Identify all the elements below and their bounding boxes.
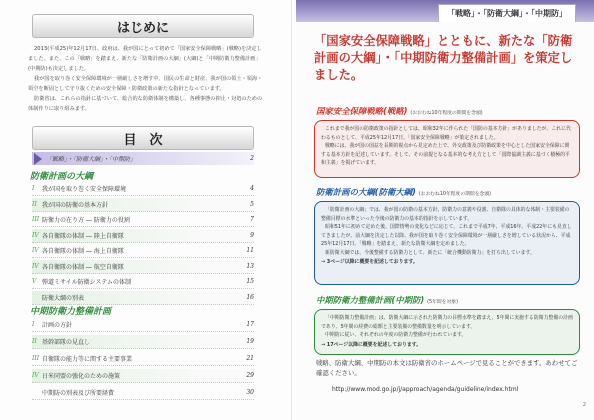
- toc-item-title: 計画の方針: [42, 322, 73, 329]
- flag-icon: [34, 153, 42, 165]
- section-title-guidelines: [316, 186, 491, 198]
- toc-section-title: 中期防衛力整備計画: [30, 307, 112, 317]
- toc-item-title: 各自衛隊の体制 ― 海上自衛隊: [42, 248, 124, 255]
- toc-item-page: 11: [246, 247, 254, 254]
- strategy-box: [314, 120, 580, 178]
- toc-item[interactable]: [32, 213, 254, 227]
- section-title-midterm: [316, 294, 458, 306]
- toc-item[interactable]: [32, 244, 254, 258]
- toc-item-page: 19: [246, 338, 254, 345]
- section-title-strategy: [316, 105, 483, 117]
- toc-item-page: 7: [250, 216, 254, 223]
- toc-item-strategy[interactable]: [32, 152, 254, 165]
- toc-item-number: II: [32, 338, 37, 345]
- right-page: [296, 0, 594, 420]
- section-title-text: 国家安全保障戦略(戦略): [316, 106, 408, 116]
- toc-item[interactable]: [32, 260, 254, 274]
- footer-url[interactable]: http://www.mod.go.jp/j/approach/agenda/guideline/index.html: [332, 386, 519, 393]
- toc-item-number: IV: [32, 247, 39, 254]
- toc-item-title: 防衛大綱の別表: [42, 294, 85, 302]
- midterm-box: [314, 309, 580, 355]
- section-note: (おおむね10年程度の期間を念頭): [418, 192, 491, 197]
- toc-item-title: 中期防の別表及び所要経費: [42, 390, 115, 397]
- toc-item[interactable]: [32, 318, 254, 332]
- toc-item[interactable]: [32, 352, 254, 366]
- toc-item[interactable]: [32, 229, 254, 243]
- box-paragraph: 「防衛計画の大綱」では、我が国の防衛の基本方針、防衛力の意義や役割、自衛隊の具体的な体制・主要装備の整備目標の水準といった今後の防衛力の基本的指針を示しています。: [321, 207, 570, 222]
- toc-item-page: 16: [246, 293, 254, 301]
- toc-item-title: 弾道ミサイル防衛システムの体制: [42, 279, 131, 286]
- toc-item-page: 29: [246, 372, 254, 379]
- toc-item-page: 17: [246, 321, 254, 328]
- toc-heading: 目 次: [32, 126, 254, 150]
- toc-item-page: 21: [246, 355, 254, 362]
- headline: 「国家安全保障戦略」とともに、新たな「防衛計画の大綱」・「中期防衛力整備計画」を策定しました。: [314, 33, 573, 82]
- toc-item-page: 9: [250, 231, 254, 239]
- intro-text: [28, 44, 264, 114]
- toc-item-title: 「戦略」・「防衛大綱」・「中期防」: [46, 156, 137, 163]
- toc-item-page: 15: [246, 278, 254, 285]
- box-paragraph: 「中期防衛力整備計画」は、防衛大綱に示された防衛力の目標水準を踏まえ、5年間に実施する防衛力整備の計画であり、5年間の経費の総額と主要装備の整備数量を明示しています。: [321, 315, 573, 330]
- toc-item[interactable]: [32, 275, 254, 289]
- toc-section-title: 防衛計画の大綱: [30, 172, 94, 182]
- toc-item-title: 我が国を取り巻く安全保障環境: [42, 186, 127, 193]
- toc-item[interactable]: [32, 386, 254, 400]
- intro-heading: はじめに: [32, 14, 254, 38]
- section-title-text: 防衛計画の大綱(防衛大綱): [316, 187, 416, 197]
- toc-item-number: III: [32, 355, 40, 362]
- box-arrow-note: → 17ページ以降に概要を記述しております。: [321, 341, 422, 348]
- box-paragraph: 新防衛大綱では、今後整備する防衛力として、新たに「統合機動防衛力」を打ち出しています。: [325, 249, 535, 256]
- header-tab: 「戦略」・「防衛大綱」・「中期防」: [438, 4, 576, 22]
- footer-text: 戦略、防衛大綱、中期防の本文は防衛省のホームページで見ることができます。あわせてご確認ください。: [316, 359, 578, 377]
- toc-item-number: III: [32, 216, 40, 223]
- toc-item-page: 4: [250, 185, 254, 192]
- intro-paragraph: 防衛省は、これらの指針に基づいて、総合的な防衛体制を構築し、各種事態の抑止・対処のための体制作りに取り組みます。: [28, 96, 263, 112]
- intro-paragraph: 2013(平成25)年12月17日、政府は、我が国にとって初めて「国家安全保障戦略」(戦略)を決定しました。また、この「戦略」を踏まえ、新たな「防衛計画の大綱」(大綱)と「中期防衛力整備計画」(中期防)も決定しました。: [28, 46, 262, 72]
- toc-item-page: 5: [250, 200, 254, 208]
- section-note: (おおむね10年程度の期間を念頭): [410, 111, 483, 116]
- toc-item-page: 2: [250, 155, 254, 162]
- toc-item-title: 各自衛隊の体制 ― 陸上自衛隊: [42, 232, 124, 240]
- toc-item-title: 日米同盟の強化のための施策: [42, 373, 121, 380]
- toc-item-number: I: [32, 185, 35, 192]
- toc-item-page: 30: [246, 389, 254, 396]
- section-title-text: 中期防衛力整備計画(中期防): [316, 295, 425, 305]
- box-arrow-note: → 3ページ以降に概要を記述しております。: [321, 259, 418, 265]
- toc-item-title: 自衛隊の能力等に関する主要事業: [42, 356, 133, 363]
- page-number: 2: [582, 402, 586, 408]
- toc-item-number: IV: [32, 262, 39, 270]
- left-page: [0, 0, 292, 420]
- toc-item-page: 13: [246, 262, 254, 270]
- toc-item[interactable]: [32, 182, 254, 196]
- toc-item-number: IV: [32, 372, 39, 379]
- toc-item[interactable]: [32, 335, 254, 349]
- box-paragraph: 戦略には、我が国の国益を長期的視点から見定めた上で、外交政策及び防衛政策を中心とした国家安全保障に関する基本方針を記述しています。そして、その前提となる基本的な考え方として「国際協調主義に基づく積極的平和主義」を掲げています。: [321, 143, 570, 166]
- toc-item-title: 各自衛隊の体制 ― 航空自衛隊: [42, 263, 124, 271]
- box-paragraph: これまで我が国の防衛政策の指針としては、昭和32年に作られた「国防の基本方針」がありましたが、これに代わるものとして、平成25年12月17日、「国家安全保障戦略」が策定されました。: [321, 126, 571, 141]
- toc-item[interactable]: [32, 291, 254, 305]
- intro-paragraph: 我が国を取り巻く安全保障環境が一層厳しさを増す中、国民の生命と財産、我が国の領土・領海・領空を断固として守り抜くための安全保障・防衛政策の新たな指針となっています。: [28, 76, 263, 92]
- toc-item-title: 我が国の防衛の基本方針: [42, 201, 109, 209]
- box-paragraph: 中期防に従い、それぞれの年度の防衛力整備が行われています。: [325, 332, 467, 338]
- toc-item-number: IV: [32, 231, 39, 239]
- toc-item[interactable]: [32, 198, 254, 212]
- box-paragraph: 昭和51年に初めて定めた後、国際情勢の変化などに応じて、これまで平成7年、平成16年、平成22年にも見直してきましたが、前大綱を決定した以降、我が国を取り巻く安全保障環境が一層厳しさを増している状況から、平成25年12月17日、「戦略」を踏まえ、新たな防衛大綱を定めました。: [321, 224, 572, 247]
- toc-item-number: I: [32, 321, 35, 328]
- section-note: (5年間を対象): [427, 300, 458, 305]
- toc-item[interactable]: [32, 369, 254, 383]
- toc-item-title: 防衛力の在り方 ― 防衛力の役割: [42, 217, 130, 224]
- toc-item-number: V: [32, 278, 37, 285]
- toc-item-number: II: [32, 200, 37, 208]
- toc-item-title: 基幹部隊の見直し: [42, 339, 91, 346]
- guidelines-box: [314, 201, 580, 285]
